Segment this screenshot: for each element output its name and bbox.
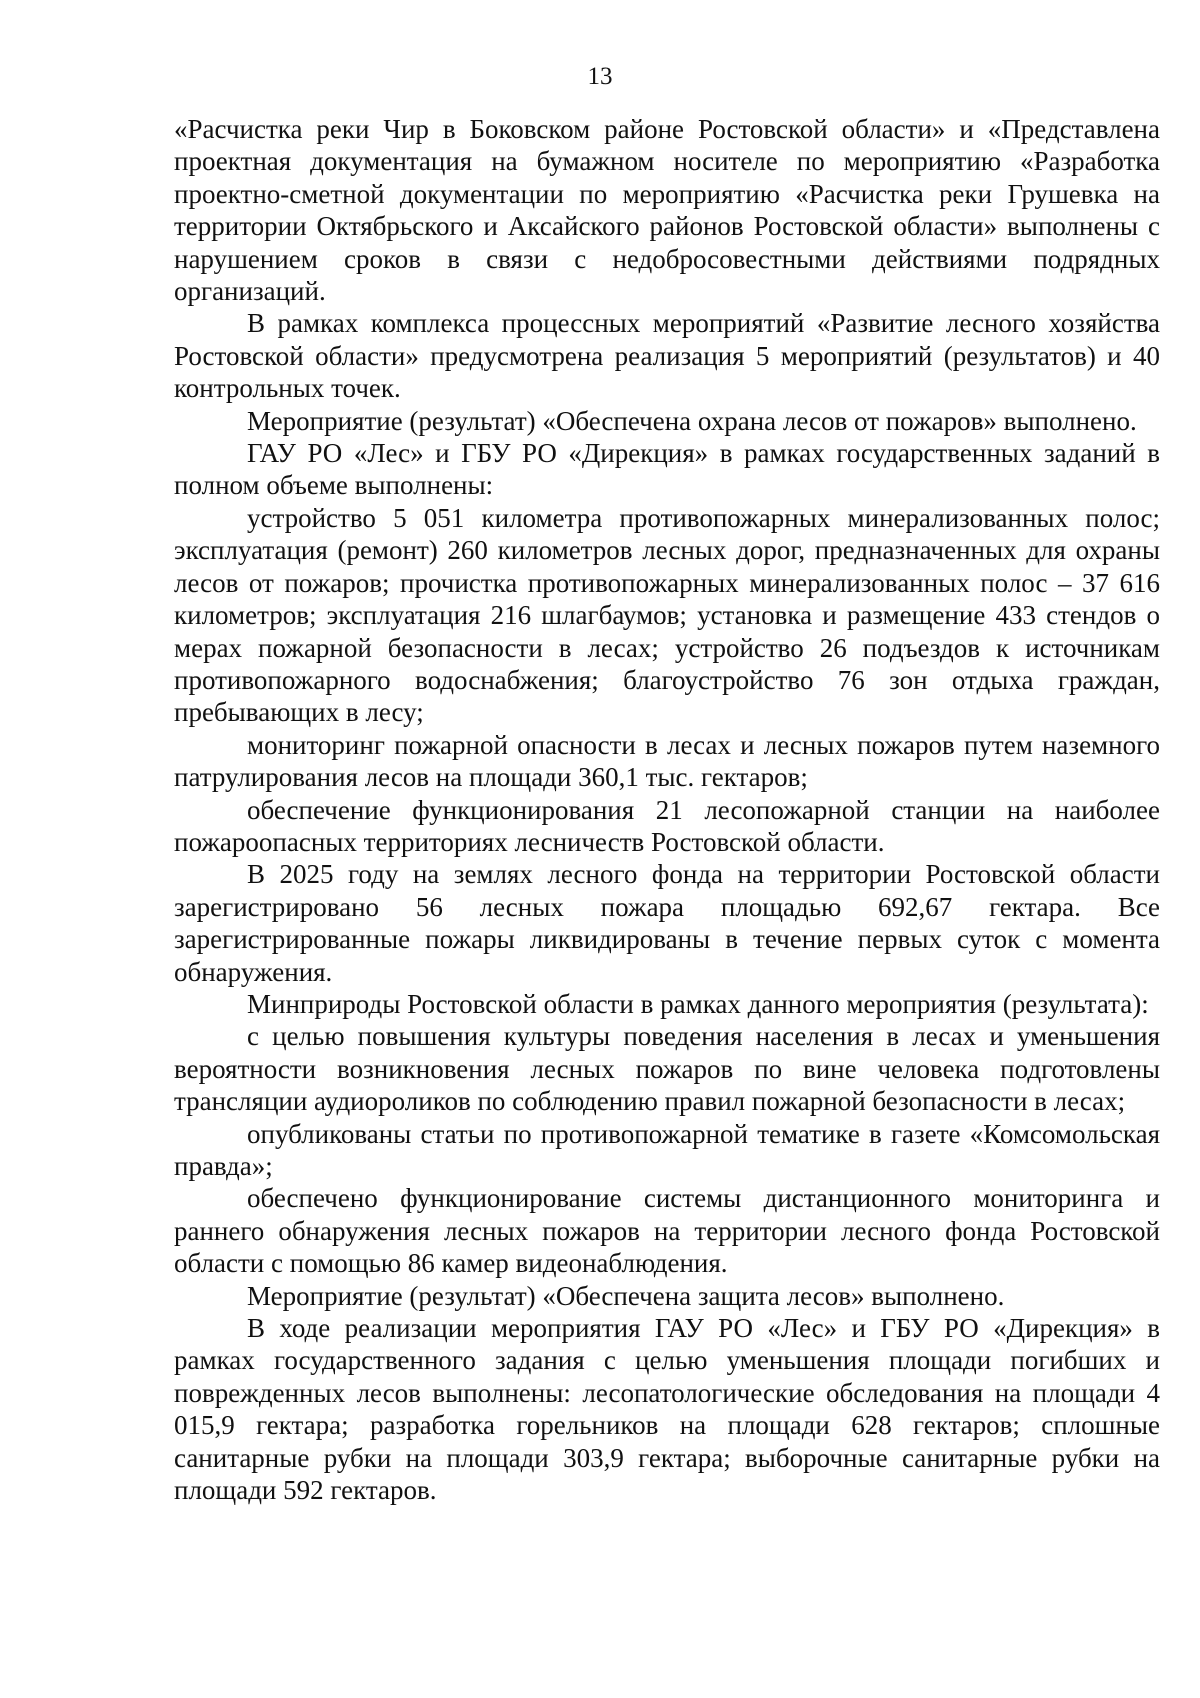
- paragraph-video-monitoring: обеспечено функционирование системы дистанционного мониторинга и раннего обнаружения лесных пожаров на территории лесного фонда Ростовской области с помощью 86 камер видеонаблюдения.: [174, 1183, 1160, 1279]
- paragraph-forestry-complex: В рамках комплекса процессных мероприятий «Развитие лесного хозяйства Ростовской области» предусмотрена реализация 5 мероприятий (результатов) и 40 контрольных точек.: [174, 308, 1160, 404]
- paragraph-river-clearing: «Расчистка реки Чир в Боковском районе Ростовской области» и «Представлена проектная документация на бумажном носителе по мероприятию «Разработка проектно-сметной документации по мероприятию «Расчистка реки Грушевка на территории Октябрьского и Аксайского районов Ростовской области» выполнены с нарушением сроков в связи с недобросовестными действиями подрядных организаций.: [174, 114, 1160, 307]
- paragraph-state-tasks: ГАУ РО «Лес» и ГБУ РО «Дирекция» в рамках государственных заданий в полном объеме выполнены:: [174, 438, 1160, 501]
- paragraph-firebreak-works: устройство 5 051 километра противопожарных минерализованных полос; эксплуатация (ремонт) 260 километров лесных дорог, предназначенных для охраны лесов от пожаров; прочистка противопожарных минерализованных полос – 37 616 километров; эксплуатация 216 шлагбаумов; установка и размещение 433 стендов о мерах пожарной безопасности в лесах; устройство 26 подъездов к источникам противопожарного водоснабжения; благоустройство 76 зон отдыха граждан, пребывающих в лесу;: [174, 502, 1160, 728]
- paragraph-sanitary-works: В ходе реализации мероприятия ГАУ РО «Лес» и ГБУ РО «Дирекция» в рамках государственного задания с целью уменьшения площади погибших и поврежденных лесов выполнены: лесопатологические обследования на площади 4 015,9 гектара; разработка горельников на площади 628 гектаров; сплошные санитарные рубки на площади 303,9 гектара; выборочные санитарные рубки на площади 592 гектаров.: [174, 1313, 1160, 1506]
- paragraph-newspaper-articles: опубликованы статьи по противопожарной тематике в газете «Комсомольская правда»;: [174, 1118, 1160, 1181]
- paragraph-fire-monitoring: мониторинг пожарной опасности в лесах и лесных пожаров путем наземного патрулирования лесов на площади 360,1 тыс. гектаров;: [174, 729, 1160, 793]
- paragraph-fire-protection-result: Мероприятие (результат) «Обеспечена охрана лесов от пожаров» выполнено.: [247, 405, 1137, 436]
- paragraph-ministry-measures: Минприроды Ростовской области в рамках данного мероприятия (результата):: [247, 988, 1149, 1019]
- page-number: 13: [587, 63, 613, 90]
- document-body: [174, 113, 1160, 1506]
- paragraph-forest-protection-result: Мероприятие (результат) «Обеспечена защита лесов» выполнено.: [247, 1280, 1005, 1311]
- paragraph-fire-stations: обеспечение функционирования 21 лесопожарной станции на наиболее пожароопасных территориях лесничеств Ростовской области.: [174, 794, 1160, 857]
- paragraph-audio-broadcasts: с целью повышения культуры поведения населения в лесах и уменьшения вероятности возникновения лесных пожаров по вине человека подготовлены трансляции аудиороликов по соблюдению правил пожарной безопасности в лесах;: [174, 1021, 1160, 1117]
- paragraph-fires-2025: В 2025 году на землях лесного фонда на территории Ростовской области зарегистрировано 56 лесных пожара площадью 692,67 гектара. Все зарегистрированные пожары ликвидированы в течение первых суток с момента обнаружения.: [174, 859, 1160, 987]
